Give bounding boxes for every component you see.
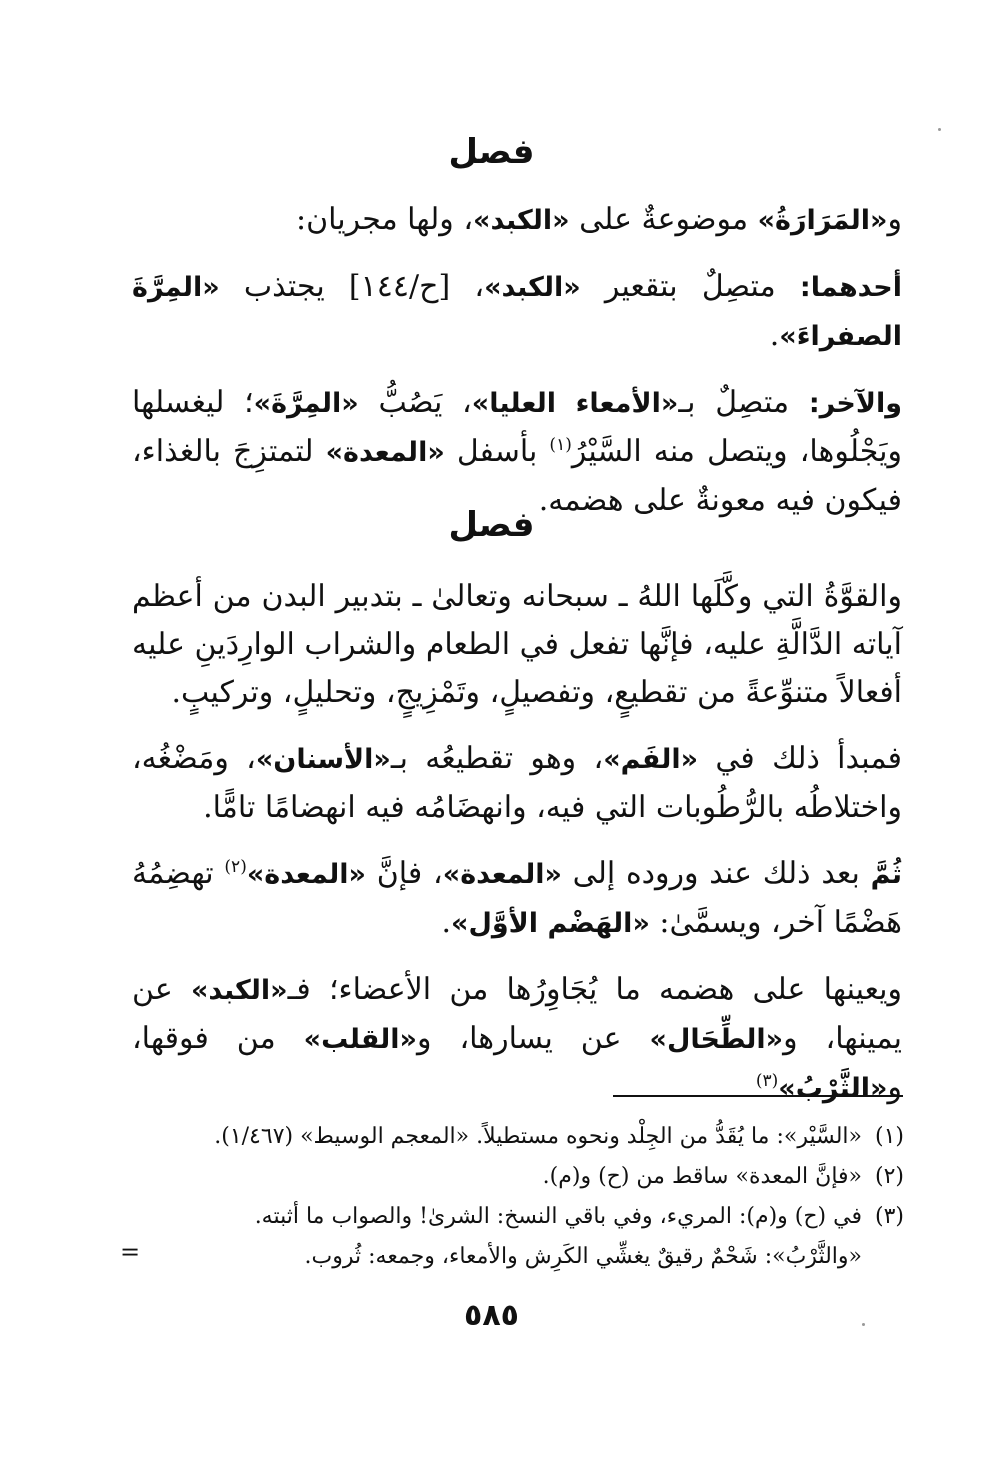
bold-term: «الطِّحَال» — [649, 1024, 784, 1055]
paragraph: ويعينها على هضمه ما يُجَاوِرُها من الأعضاء؛ فـ«الكبد» عن يمينها، و«الطِّحَال» عن يسارها، و«القلب» من فوقها، و«الثَّرْبُ»$^{(٣)}$ — [132, 972, 903, 1105]
footnote-number: (١) — [874, 1124, 904, 1149]
bold-term: «الكبد» — [484, 272, 581, 303]
bold-term: «المعدة» — [325, 437, 445, 468]
bold-term: «الكبد» — [473, 205, 570, 236]
scan-speck — [862, 1323, 865, 1326]
footnote-text: في (ح) و(م): المريء، وفي باقي النسخ: الشرىٰ! والصواب ما أثبته. — [254, 1204, 862, 1229]
bold-term: «المَرَارَةُ» — [757, 205, 888, 236]
bold-term: «المعدة» — [246, 859, 366, 890]
paragraph: فمبدأ ذلك في «الفَم»، وهو تقطيعُه بـ«الأسنان»، ومَضْغُه، واختلاطُه بالرُّطُوبات التي فيه، وانهضَامُه فيه انهضامًا تامًّا. — [132, 741, 903, 825]
continuation-mark: = — [120, 1238, 141, 1266]
bold-term: «المِرَّةَ» — [253, 388, 359, 419]
footnote — [132, 1157, 904, 1197]
footnote-divider — [613, 1095, 903, 1097]
bold-term: «الفَم» — [603, 744, 699, 775]
footnote-text: «والثَّرْبُ»: شَحْمٌ رقيقٌ يغشِّي الكَرِش والأمعاء، وجمعه: ثُروب. — [304, 1244, 862, 1269]
page-number: ٥٨٥ — [464, 1298, 519, 1333]
bold-term: «المِرَّةَ الصفراءَ» — [132, 272, 902, 352]
footnote-number: (٢) — [874, 1164, 904, 1189]
bold-term: أحدهما: — [799, 272, 902, 303]
paragraph: أحدهما: متصِلٌ بتقعير «الكبد»، [ح/١٤٤] يجتذب «المِرَّةَ الصفراءَ». — [132, 269, 902, 353]
paragraph: ثُمَّ بعد ذلك عند وروده إلى «المعدة»، فإنَّ «المعدة»$^{(٢)}$ تهضِمُهُ هَضْمًا آخر، ويسمَّىٰ: «الهَضْم الأوَّل». — [132, 856, 902, 940]
footnote — [132, 1197, 904, 1237]
bold-term: «المعدة» — [442, 859, 562, 890]
footnotes — [132, 1117, 904, 1277]
bold-term: والآخر: — [808, 388, 903, 419]
footnote-reference: (٣) — [755, 1071, 779, 1091]
footnote-continuation — [132, 1237, 904, 1277]
footnote-reference: (٢) — [224, 857, 247, 877]
paragraph: والقوَّةُ التي وكَّلَها اللهُ ـ سبحانه وتعالىٰ ـ بتدبير البدن من أعظم آياته الدَّالَّةِ عليه، فإنَّها تفعل في الطعام والشراب الوارِدَينِ عليه أفعالاً متنوِّعةً من تقطيعٍ، وتفصيلٍ، وتَمْزِيجٍ، وتحليلٍ، وتركيبٍ. — [132, 579, 902, 710]
section-heading-2: فصل — [448, 505, 535, 545]
footnote — [132, 1117, 904, 1157]
section-2-body — [132, 573, 902, 1131]
bold-term: «الأمعاء العليا» — [471, 388, 679, 419]
bold-term: «الهَضْم الأوَّل» — [451, 908, 650, 939]
footnote-number: (٣) — [874, 1204, 904, 1229]
section-1-body — [132, 196, 902, 543]
section-heading-1: فصل — [448, 132, 535, 172]
paragraph: و«المَرَارَةُ» موضوعةٌ على «الكبد»، ولها مجريان: — [296, 202, 902, 237]
footnote-text: «السَّيْر»: ما يُقَدُّ من الجِلْد ونحوه مستطيلاً. «المعجم الوسيط» (١/٤٦٧). — [214, 1124, 862, 1149]
scan-speck — [938, 128, 941, 131]
footnote-reference: (١) — [549, 435, 572, 455]
bold-term: «الثَّرْبُ» — [778, 1073, 888, 1104]
bold-term: «الكبد» — [190, 975, 288, 1006]
bold-term: «الأسنان» — [255, 744, 391, 775]
bold-term: «القلب» — [303, 1024, 417, 1055]
bold-term: ثُمَّ — [870, 859, 902, 890]
footnote-text: «فإنَّ المعدة» ساقط من (ح) و(م). — [542, 1164, 862, 1189]
paragraph: والآخر: متصِلٌ بـ«الأمعاء العليا»، يَصُبُّ «المِرَّةَ»؛ ليغسلها ويَجْلُوها، ويتصل منه السَّيْرُ$^{(١)}$ بأسفل «المعدة» لتمتزِجَ بالغذاء، فيكون فيه معونةٌ على هضمه. — [132, 385, 903, 518]
